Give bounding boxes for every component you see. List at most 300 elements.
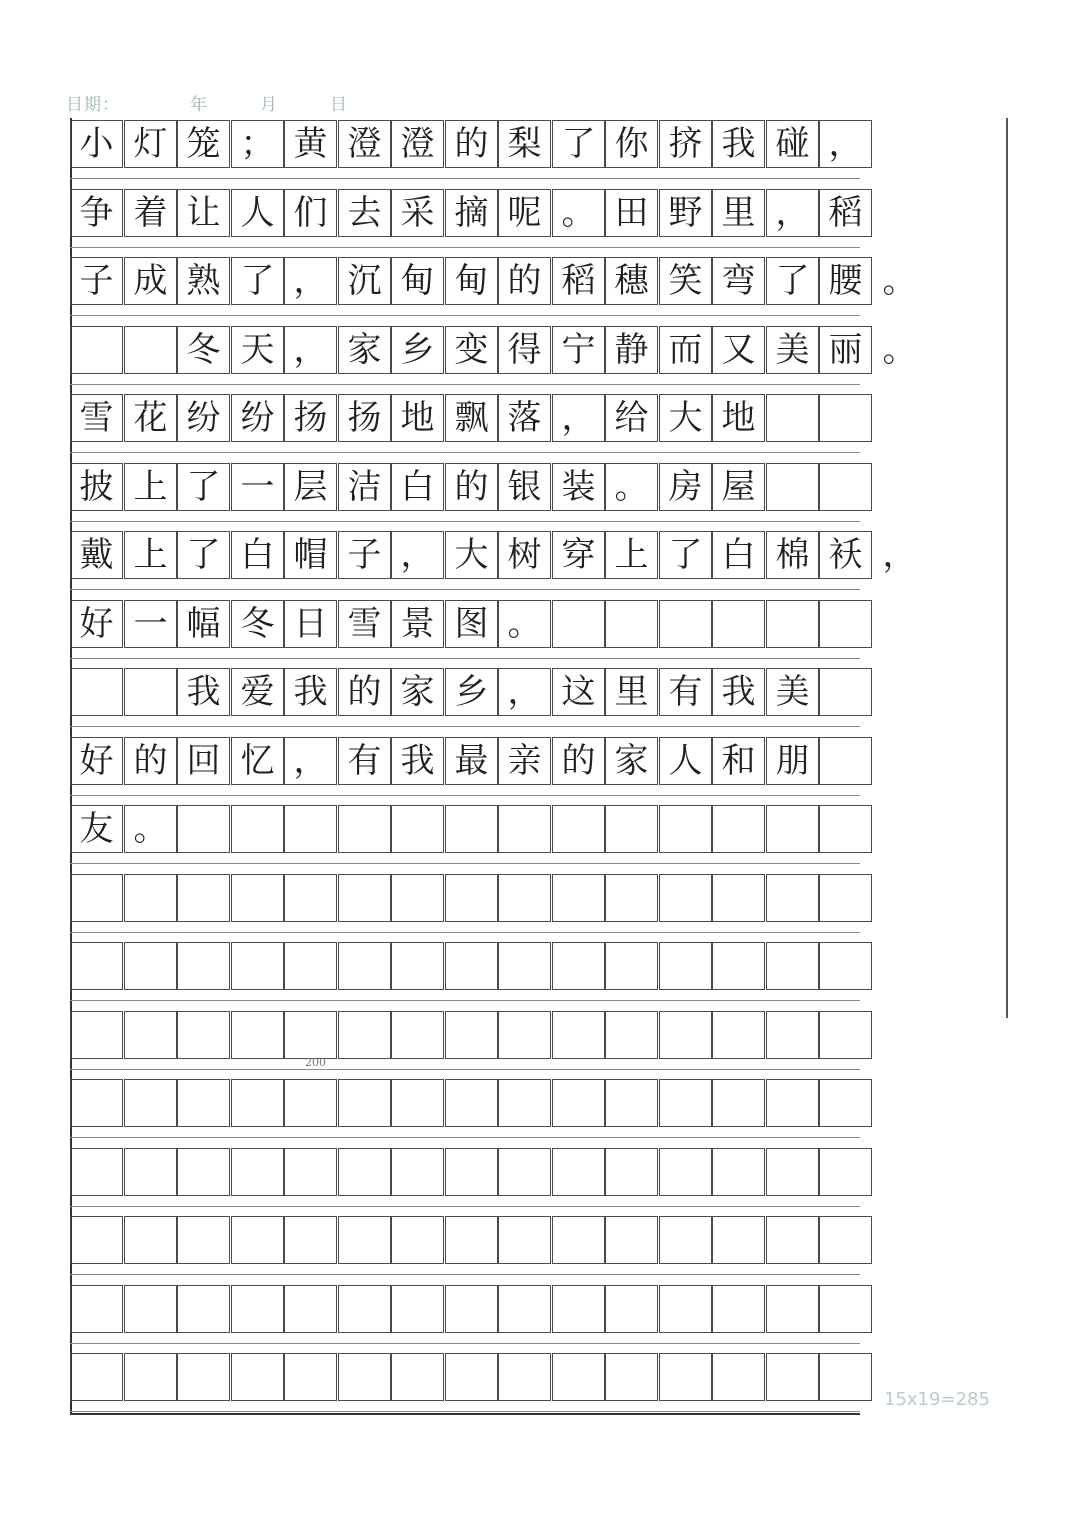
- grid-cell: [284, 874, 337, 922]
- grid-cell: 亲: [498, 737, 551, 785]
- grid-cell: 得: [498, 326, 551, 374]
- grid-cell: [124, 942, 177, 990]
- grid-cell: 野: [659, 189, 712, 237]
- grid-cell: 你: [605, 120, 658, 168]
- grid-cell: 子: [70, 257, 123, 305]
- row-spacer-line: [70, 521, 860, 522]
- grid-cell: 田: [605, 189, 658, 237]
- grid-cell: [391, 1285, 444, 1333]
- grid-cell: 。: [552, 189, 605, 237]
- grid-cell: [712, 805, 765, 853]
- grid-cell: 白: [712, 531, 765, 579]
- grid-cell: 了: [177, 463, 230, 511]
- grid-cell: [391, 1011, 444, 1059]
- grid-cell: [712, 1079, 765, 1127]
- date-label: 日期：: [66, 95, 120, 115]
- grid-cell: 有: [338, 737, 391, 785]
- grid-cell: [231, 805, 284, 853]
- right-margin-rule: [1006, 118, 1008, 1018]
- grid-cell: [231, 1079, 284, 1127]
- grid-cell: 了: [552, 120, 605, 168]
- grid-cell: 朋: [766, 737, 819, 785]
- grid-cell: 好: [70, 600, 123, 648]
- grid-cell: 我: [284, 668, 337, 716]
- grid-cell: [391, 1079, 444, 1127]
- grid-cell: [284, 1285, 337, 1333]
- grid-cell: [766, 1285, 819, 1333]
- grid-cell: 落: [498, 394, 551, 442]
- grid-cell: 帽: [284, 531, 337, 579]
- grid-cell: 地: [712, 394, 765, 442]
- grid-cell: [445, 1079, 498, 1127]
- grid-cell: 腰: [819, 257, 872, 305]
- grid-cell: [284, 1011, 337, 1059]
- grid-cell: [70, 1011, 123, 1059]
- grid-cell: [177, 942, 230, 990]
- row-spacer-line: [70, 795, 860, 796]
- grid-cell: [124, 1353, 177, 1401]
- grid-cell: [819, 1148, 872, 1196]
- grid-cell: [124, 326, 177, 374]
- grid-cell: 有: [659, 668, 712, 716]
- grid-cell: [605, 942, 658, 990]
- grid-cell: [284, 1216, 337, 1264]
- grid-cell: [124, 1079, 177, 1127]
- grid-cell: [498, 1148, 551, 1196]
- grid-cell: [231, 942, 284, 990]
- grid-cell: [605, 1285, 658, 1333]
- grid-cell: 上: [605, 531, 658, 579]
- grid-cell: 上: [124, 463, 177, 511]
- grid-cell: 呢: [498, 189, 551, 237]
- grid-cell: [70, 942, 123, 990]
- grid-cell: [391, 1353, 444, 1401]
- grid-cell: [819, 1079, 872, 1127]
- grid-cell: [552, 1079, 605, 1127]
- grid-cell: [231, 1353, 284, 1401]
- grid-cell: 飘: [445, 394, 498, 442]
- grid-cell: 图: [445, 600, 498, 648]
- grid-cell: [445, 1285, 498, 1333]
- grid-cell: 采: [391, 189, 444, 237]
- grid-cell: [552, 1216, 605, 1264]
- grid-cell: 我: [712, 120, 765, 168]
- grid-cell: [819, 874, 872, 922]
- grid-cell: ，: [552, 394, 605, 442]
- grid-cell: 美: [766, 668, 819, 716]
- grid-cell: [284, 942, 337, 990]
- grid-cell: 人: [231, 189, 284, 237]
- grid-cell: [605, 874, 658, 922]
- grid-cell: 又: [712, 326, 765, 374]
- grid-cell: [445, 1216, 498, 1264]
- grid-cell: [552, 874, 605, 922]
- grid-cell: 乡: [445, 668, 498, 716]
- grid-cell: 的: [498, 257, 551, 305]
- grid-cell: 我: [177, 668, 230, 716]
- grid-cell: [445, 874, 498, 922]
- row-spacer-line: [70, 658, 860, 659]
- grid-cell: [70, 1079, 123, 1127]
- grid-cell: [498, 1011, 551, 1059]
- grid-cell: 灯: [124, 120, 177, 168]
- grid-cell: [124, 874, 177, 922]
- grid-cell: ，: [766, 189, 819, 237]
- grid-cell: 。: [882, 330, 917, 370]
- grid-cell: [819, 805, 872, 853]
- grid-cell: [338, 1216, 391, 1264]
- grid-cell: [712, 1353, 765, 1401]
- grid-cell: 。: [605, 463, 658, 511]
- grid-cell: 变: [445, 326, 498, 374]
- grid-cell: [231, 874, 284, 922]
- grid-cell: [284, 1353, 337, 1401]
- grid-cell: [391, 1216, 444, 1264]
- row-spacer-line: [70, 1000, 860, 1001]
- grid-cell: [338, 1011, 391, 1059]
- grid-cell: [712, 1285, 765, 1333]
- grid-cell: [177, 1148, 230, 1196]
- grid-cell: [819, 737, 872, 785]
- grid-cell: 白: [231, 531, 284, 579]
- grid-cell: 洁: [338, 463, 391, 511]
- grid-cell: [766, 942, 819, 990]
- grid-bottom-border: [70, 1413, 860, 1415]
- grid-cell: 层: [284, 463, 337, 511]
- grid-cell: ，: [284, 737, 337, 785]
- grid-cell: 扬: [338, 394, 391, 442]
- grid-cell: [605, 1011, 658, 1059]
- grid-cell: [659, 1148, 712, 1196]
- grid-cell: [177, 805, 230, 853]
- grid-cell: 。: [498, 600, 551, 648]
- grid-cell: [391, 874, 444, 922]
- grid-cell: [819, 668, 872, 716]
- grid-cell: 雪: [70, 394, 123, 442]
- grid-cell: 地: [391, 394, 444, 442]
- grid-cell: 而: [659, 326, 712, 374]
- grid-cell: 去: [338, 189, 391, 237]
- grid-cell: ，: [284, 326, 337, 374]
- grid-cell: [498, 1285, 551, 1333]
- grid-cell: [124, 1216, 177, 1264]
- grid-cell: 成: [124, 257, 177, 305]
- row-spacer-line: [70, 452, 860, 453]
- grid-cell: [766, 394, 819, 442]
- grid-cell: ；: [231, 120, 284, 168]
- grid-cell: 澄: [338, 120, 391, 168]
- grid-cell: [819, 1216, 872, 1264]
- grid-cell: 让: [177, 189, 230, 237]
- grid-cell: 了: [231, 257, 284, 305]
- grid-cell: 静: [605, 326, 658, 374]
- grid-cell: 笼: [177, 120, 230, 168]
- grid-cell: [819, 600, 872, 648]
- grid-cell: 纷: [231, 394, 284, 442]
- grid-cell: 袄: [819, 531, 872, 579]
- grid-cell: 这: [552, 668, 605, 716]
- grid-cell: 爱: [231, 668, 284, 716]
- grid-cell: 澄: [391, 120, 444, 168]
- grid-cell: [231, 1148, 284, 1196]
- grid-cell: [659, 1353, 712, 1401]
- grid-cell: 笑: [659, 257, 712, 305]
- grid-cell: 。: [124, 805, 177, 853]
- grid-cell: [391, 1148, 444, 1196]
- grid-cell: 的: [445, 463, 498, 511]
- grid-cell: [124, 1148, 177, 1196]
- grid-cell: 碰: [766, 120, 819, 168]
- grid-cell: [124, 1285, 177, 1333]
- grid-cell: [766, 463, 819, 511]
- grid-cell: [70, 668, 123, 716]
- row-spacer-line: [70, 1274, 860, 1275]
- grid-cell: [605, 1148, 658, 1196]
- grid-cell: ，: [498, 668, 551, 716]
- row-spacer-line: [70, 178, 860, 179]
- row-spacer-line: [70, 384, 860, 385]
- grid-cell: 景: [391, 600, 444, 648]
- grid-cell: [552, 1285, 605, 1333]
- grid-cell: [445, 1011, 498, 1059]
- grid-cell: 天: [231, 326, 284, 374]
- grid-cell: [659, 1216, 712, 1264]
- grid-cell: [819, 1353, 872, 1401]
- grid-cell: [712, 1011, 765, 1059]
- grid-cell: 子: [338, 531, 391, 579]
- grid-cell: [445, 1353, 498, 1401]
- row-spacer-line: [70, 589, 860, 590]
- year-label: 年: [190, 95, 208, 115]
- grid-cell: [659, 1011, 712, 1059]
- grid-cell: 家: [391, 668, 444, 716]
- grid-cell: [498, 805, 551, 853]
- grid-cell: [766, 1079, 819, 1127]
- grid-cell: 雪: [338, 600, 391, 648]
- grid-cell: [231, 1011, 284, 1059]
- grid-cell: 屋: [712, 463, 765, 511]
- grid-cell: 的: [445, 120, 498, 168]
- grid-cell: [177, 1285, 230, 1333]
- grid-cell: [338, 942, 391, 990]
- grid-cell: 冬: [231, 600, 284, 648]
- grid-cell: [177, 1216, 230, 1264]
- grid-cell: [445, 942, 498, 990]
- grid-cell: [552, 942, 605, 990]
- grid-cell: 银: [498, 463, 551, 511]
- day-label: 日: [330, 95, 348, 115]
- month-label: 月: [260, 95, 278, 115]
- row-spacer-line: [70, 1069, 860, 1070]
- grid-cell: [712, 600, 765, 648]
- grid-cell: [712, 874, 765, 922]
- grid-cell: 好: [70, 737, 123, 785]
- grid-cell: 一: [124, 600, 177, 648]
- grid-cell: [445, 805, 498, 853]
- word-count-mark: 200: [305, 1056, 326, 1069]
- grid-cell: 稻: [819, 189, 872, 237]
- grid-cell: 上: [124, 531, 177, 579]
- row-spacer-line: [70, 726, 860, 727]
- grid-cell: [391, 942, 444, 990]
- grid-cell: [712, 942, 765, 990]
- grid-cell: 沉: [338, 257, 391, 305]
- grid-cell: [605, 805, 658, 853]
- grid-cell: 树: [498, 531, 551, 579]
- grid-cell: [338, 1285, 391, 1333]
- grid-cell: [819, 394, 872, 442]
- grid-cell: 里: [605, 668, 658, 716]
- grid-cell: 冬: [177, 326, 230, 374]
- row-spacer-line: [70, 315, 860, 316]
- grid-cell: 丽: [819, 326, 872, 374]
- grid-cell: 我: [391, 737, 444, 785]
- grid-cell: 挤: [659, 120, 712, 168]
- row-spacer-line: [70, 247, 860, 248]
- grid-cell: [284, 1079, 337, 1127]
- grid-cell: [338, 1353, 391, 1401]
- row-spacer-line: [70, 1411, 860, 1412]
- grid-size-code: 15x19=285: [884, 1389, 990, 1410]
- row-spacer-line: [70, 1343, 860, 1344]
- grid-cell: [338, 874, 391, 922]
- date-header: [66, 90, 400, 115]
- grid-cell: [498, 1353, 551, 1401]
- grid-cell: 乡: [391, 326, 444, 374]
- grid-cell: [338, 1148, 391, 1196]
- grid-cell: ，: [284, 257, 337, 305]
- grid-cell: 家: [605, 737, 658, 785]
- grid-cell: [712, 1148, 765, 1196]
- grid-cell: ，: [882, 535, 917, 575]
- grid-cell: [498, 874, 551, 922]
- grid-cell: 扬: [284, 394, 337, 442]
- grid-cell: [498, 942, 551, 990]
- grid-cell: [124, 1011, 177, 1059]
- grid-cell: [70, 1285, 123, 1333]
- grid-cell: [70, 1148, 123, 1196]
- grid-cell: [177, 1079, 230, 1127]
- grid-cell: [338, 805, 391, 853]
- grid-cell: [659, 1285, 712, 1333]
- grid-cell: [70, 1353, 123, 1401]
- grid-cell: 给: [605, 394, 658, 442]
- grid-cell: 装: [552, 463, 605, 511]
- grid-cell: [659, 600, 712, 648]
- grid-cell: 穗: [605, 257, 658, 305]
- grid-cell: [766, 874, 819, 922]
- grid-cell: 家: [338, 326, 391, 374]
- grid-cell: 了: [766, 257, 819, 305]
- grid-cell: 的: [124, 737, 177, 785]
- grid-cell: [70, 1216, 123, 1264]
- grid-cell: [766, 600, 819, 648]
- grid-cell: [338, 1079, 391, 1127]
- grid-cell: 摘: [445, 189, 498, 237]
- grid-cell: ，: [819, 120, 872, 168]
- grid-cell: 友: [70, 805, 123, 853]
- grid-cell: [552, 805, 605, 853]
- grid-cell: [766, 1011, 819, 1059]
- grid-cell: [659, 1079, 712, 1127]
- grid-cell: [552, 600, 605, 648]
- grid-cell: 美: [766, 326, 819, 374]
- grid-cell: 争: [70, 189, 123, 237]
- grid-cell: [70, 874, 123, 922]
- grid-cell: [819, 463, 872, 511]
- grid-cell: 弯: [712, 257, 765, 305]
- grid-cell: [231, 1216, 284, 1264]
- grid-cell: [177, 1011, 230, 1059]
- grid-cell: 穿: [552, 531, 605, 579]
- grid-cell: [498, 1079, 551, 1127]
- grid-cell: 我: [712, 668, 765, 716]
- grid-cell: [70, 326, 123, 374]
- grid-cell: [766, 1353, 819, 1401]
- grid-cell: 白: [391, 463, 444, 511]
- grid-cell: [552, 1353, 605, 1401]
- grid-cell: 戴: [70, 531, 123, 579]
- row-spacer-line: [70, 1206, 860, 1207]
- grid-cell: 花: [124, 394, 177, 442]
- grid-cell: [766, 805, 819, 853]
- grid-cell: [552, 1148, 605, 1196]
- row-spacer-line: [70, 863, 860, 864]
- grid-cell: 的: [552, 737, 605, 785]
- grid-cell: [552, 1011, 605, 1059]
- grid-cell: 房: [659, 463, 712, 511]
- grid-cell: ，: [391, 531, 444, 579]
- grid-cell: [605, 1216, 658, 1264]
- grid-cell: 们: [284, 189, 337, 237]
- grid-cell: 里: [712, 189, 765, 237]
- grid-cell: 最: [445, 737, 498, 785]
- grid-cell: 黄: [284, 120, 337, 168]
- grid-cell: 甸: [391, 257, 444, 305]
- grid-cell: 熟: [177, 257, 230, 305]
- grid-cell: 着: [124, 189, 177, 237]
- grid-cell: [177, 1353, 230, 1401]
- row-spacer-line: [70, 932, 860, 933]
- grid-cell: [712, 1216, 765, 1264]
- grid-cell: 了: [659, 531, 712, 579]
- grid-cell: [659, 874, 712, 922]
- grid-cell: 披: [70, 463, 123, 511]
- grid-cell: 大: [445, 531, 498, 579]
- grid-cell: [177, 874, 230, 922]
- grid-cell: 忆: [231, 737, 284, 785]
- grid-cell: 小: [70, 120, 123, 168]
- grid-cell: [284, 805, 337, 853]
- grid-cell: 日: [284, 600, 337, 648]
- grid-cell: 稻: [552, 257, 605, 305]
- grid-cell: 了: [177, 531, 230, 579]
- grid-cell: [605, 1353, 658, 1401]
- row-spacer-line: [70, 1137, 860, 1138]
- grid-cell: 的: [338, 668, 391, 716]
- grid-cell: [445, 1148, 498, 1196]
- grid-cell: [819, 942, 872, 990]
- grid-cell: 人: [659, 737, 712, 785]
- grid-cell: 一: [231, 463, 284, 511]
- grid-cell: [766, 1216, 819, 1264]
- grid-cell: [284, 1148, 337, 1196]
- grid-cell: 梨: [498, 120, 551, 168]
- grid-cell: [659, 805, 712, 853]
- grid-cell: [819, 1285, 872, 1333]
- grid-cell: 宁: [552, 326, 605, 374]
- grid-cell: [766, 1148, 819, 1196]
